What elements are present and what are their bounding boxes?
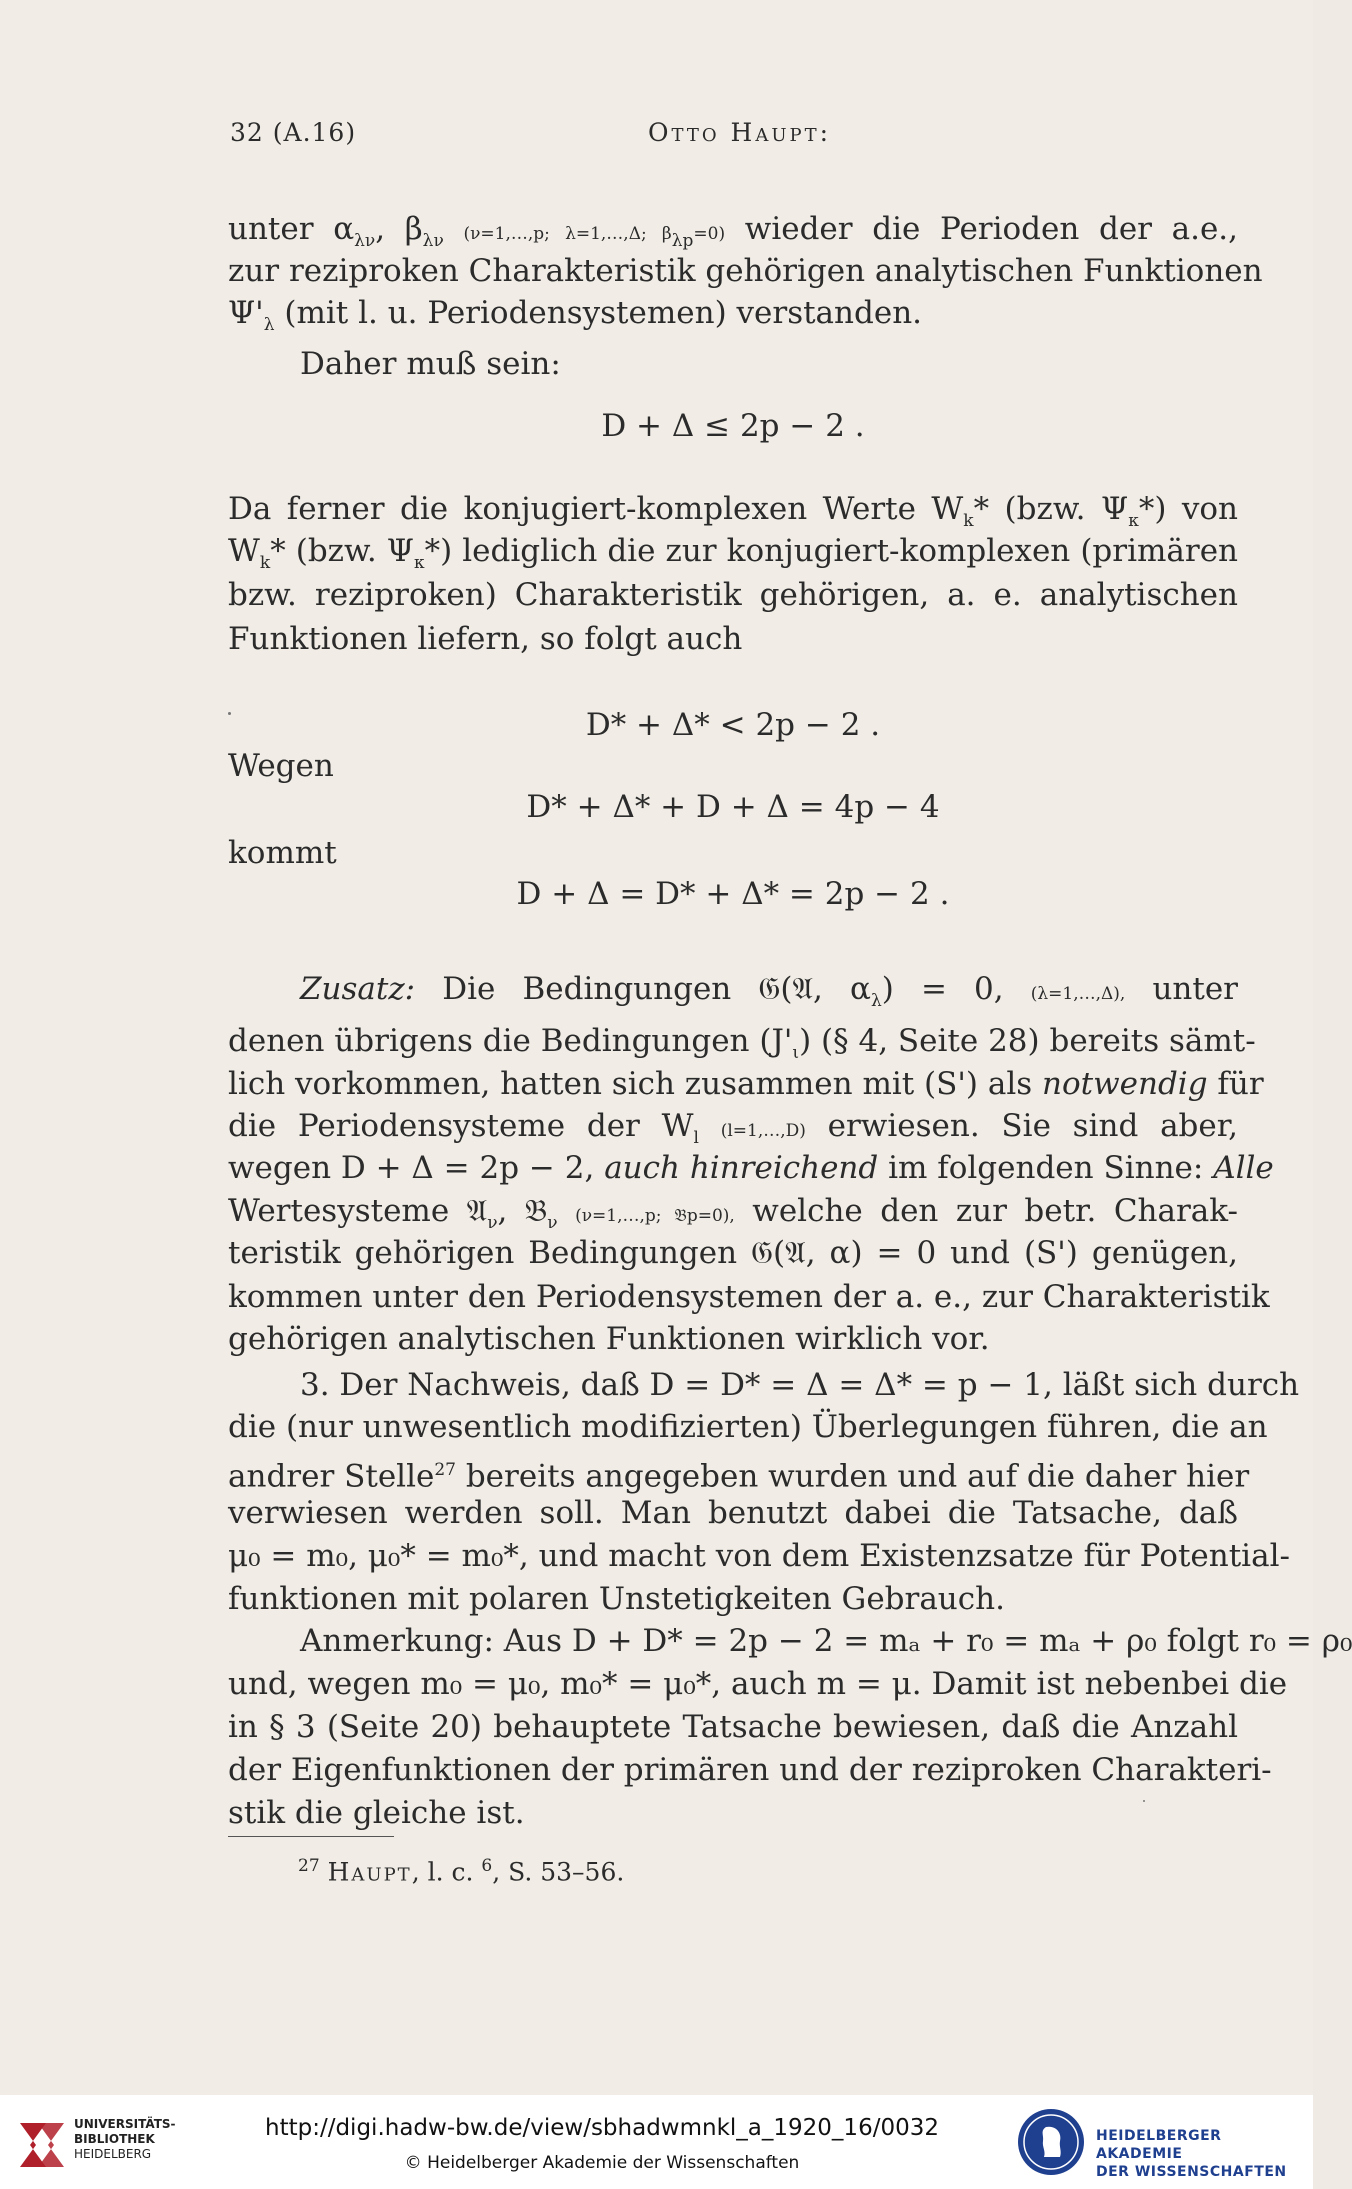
copyright-notice: © Heidelberger Akademie der Wissenschaften [404,2153,800,2173]
scan-speck [228,712,231,715]
equation-1: D + Δ ≤ 2p − 2 . [601,408,865,444]
university-library-logo[interactable] [10,2111,210,2175]
note-line-1: Anmerkung: Aus D + D* = 2p − 2 = mₐ + r₀ = mₐ + ρ₀ folgt r₀ = ρ₀ [300,1623,1352,1659]
note-line-4: der Eigenfunktionen der primären und der reziproken Charakteri- [228,1752,1272,1788]
section3-line-2: die (nur unwesentlich modifizierten) Überlegungen führen, die an [228,1409,1268,1445]
equation-2: D* + Δ* < 2p − 2 . [585,707,881,743]
academy-logo-line-2: DER WISSENSCHAFTEN [1096,2164,1287,2180]
text-line-5: Da ferner die konjugiert-komplexen Werte $W_k*$ (bzw. $\Psi_\kappa*$) von [228,491,1239,532]
zusatz-line-6: Wertesysteme 𝔄$_\nu$, 𝔅$_\nu$ (ν=1,…,p; 𝔅p=0), welche den zur betr. Charak- [228,1193,1239,1234]
zusatz-line-9: gehörigen analytischen Funktionen wirklich vor. [228,1321,990,1357]
zusatz-line-7: teristik gehörigen Bedingungen 𝔊(𝔄, α) = 0 und (S') genügen, [228,1235,1238,1271]
text-line-1: unter $\alpha_{\lambda\nu}$, $\beta_{\lambda\nu}$ (ν=1,…,p; λ=1,…,Δ; $\beta_{\lambda p}=0$) wieder die Perioden der a.e., [228,211,1239,252]
equation-3: D* + Δ* + D + Δ = 4p − 4 [526,789,940,825]
academy-logo-line-1: HEIDELBERGER AKADEMIE [1096,2128,1222,2162]
text-line-8: Funktionen liefern, so folgt auch [228,621,743,657]
text-line-4: Daher muß sein: [300,346,561,382]
text-line-6: $W_k*$ (bzw. $\Psi_\kappa*$) lediglich die zur konjugiert-komplexen (primären [228,533,1239,574]
text-line-3: $\Psi'_\lambda$ (mit l. u. Periodensystemen) verstanden. [228,295,923,336]
page-header [230,118,1236,158]
zusatz-line-5: wegen D + Δ = 2p − 2, auch hinreichend im folgenden Sinne: Alle [228,1150,1274,1186]
footnote-divider [228,1836,394,1837]
section3-line-5: μ₀ = m₀, μ₀* = m₀*, und macht von dem Existenzsatze für Potential- [228,1538,1290,1574]
section3-line-3: andrer Stelle$^{27}$ bereits angegeben wurden und auf die daher hier [228,1458,1250,1495]
zusatz-line-4: die Periodensysteme der $W_l$ (l=1,…,D) erwiesen. Sie sind aber, [228,1108,1239,1149]
zusatz-line-2: denen übrigens die Bedingungen $(J'_\iota)$ (§ 4, Seite 28) bereits sämt- [228,1023,1256,1064]
footnote-ref-27: 27 [434,1460,456,1480]
footnote-27: $^{27}$ Haupt, l. c. $^6$, S. 53–56. [298,1856,625,1887]
note-line-2: und, wegen m₀ = μ₀, m₀* = μ₀*, auch m = μ. Damit ist nebenbei die [228,1666,1288,1702]
zusatz-line-8: kommen unter den Periodensystemen der a. e., zur Charakteristik [228,1279,1270,1315]
library-logo-line-3: HEIDELBERG [74,2147,152,2161]
word-kommt: kommt [228,835,337,871]
scan-speck [1143,1800,1145,1802]
academy-logo[interactable] [1012,2105,1312,2181]
note-line-5: stik die gleiche ist. [228,1795,525,1831]
zusatz-line-1: Zusatz: Die Bedingungen 𝔊(𝔄, $\alpha_\lambda) = 0$, (λ=1,…,Δ), unter [300,971,1239,1012]
page-number: 32 (A.16) [230,118,357,147]
library-logo-line-2: BIBLIOTHEK [74,2132,155,2146]
section3-line-1: 3. Der Nachweis, daß D = D* = Δ = Δ* = p − 1, läßt sich durch [300,1367,1300,1403]
note-line-3: in § 3 (Seite 20) behauptete Tatsache bewiesen, daß die Anzahl [228,1709,1238,1745]
zusatz-line-3: lich vorkommen, hatten sich zusammen mit (S') als notwendig für [228,1066,1264,1102]
equation-4: D + Δ = D* + Δ* = 2p − 2 . [516,876,950,912]
library-logo-icon [16,2115,68,2171]
text-line-2: zur reziproken Charakteristik gehörigen analytischen Funktionen [228,253,1263,289]
word-wegen: Wegen [228,748,334,784]
viewer-footer [0,2095,1313,2189]
text-line-7: bzw. reziproken) Charakteristik gehörigen, a. e. analytischen [228,577,1238,613]
academy-seal-icon [1016,2107,1086,2177]
section3-line-4: verwiesen werden soll. Man benutzt dabei die Tatsache, daß [228,1495,1238,1531]
running-title: Otto Haupt: [648,118,832,147]
library-logo-line-1: UNIVERSITÄTS- [74,2117,176,2131]
section3-line-6: funktionen mit polaren Unstetigkeiten Gebrauch. [228,1581,1005,1617]
document-url-link[interactable]: http://digi.hadw-bw.de/view/sbhadwmnkl_a_1920_16/0032 [265,2115,939,2141]
